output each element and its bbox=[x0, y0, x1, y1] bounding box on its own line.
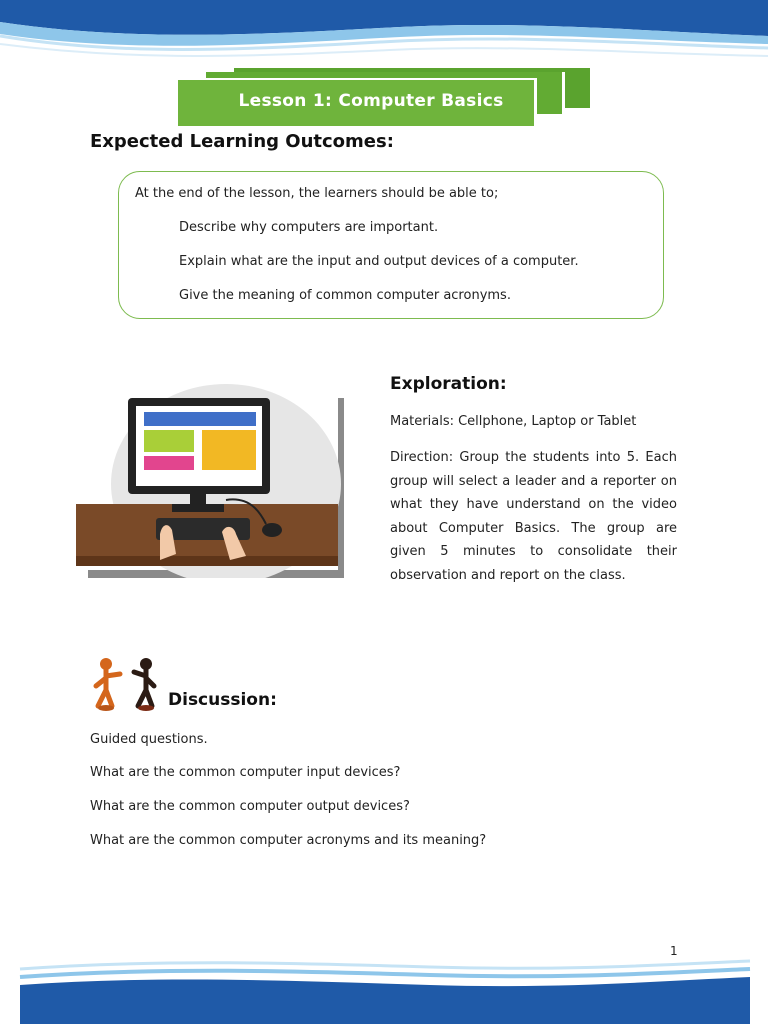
outcome-item: Describe why computers are important. bbox=[179, 220, 439, 235]
outcomes-heading: Expected Learning Outcomes: bbox=[90, 131, 394, 152]
outcome-item: Give the meaning of common computer acronyms. bbox=[179, 288, 511, 303]
outcome-item: Explain what are the input and output devices of a computer. bbox=[179, 254, 579, 269]
discussion-question: What are the common computer output devices? bbox=[90, 799, 410, 814]
bottom-wave-decoration bbox=[0, 955, 768, 1024]
outcomes-intro: At the end of the lesson, the learners should be able to; bbox=[135, 186, 499, 201]
discussion-question: What are the common computer acronyms and its meaning? bbox=[90, 833, 487, 848]
exploration-direction: Direction: Group the students into 5. Each group will select a leader and a reporter on what they have understand on the video about Computer Basics. The group are given 5 minutes to consolidate their observation and report on the class. bbox=[390, 450, 677, 583]
discussion-heading: Discussion: bbox=[168, 690, 277, 710]
lesson-banner bbox=[178, 66, 598, 130]
discussion-figures-icon bbox=[92, 656, 160, 712]
outcomes-box bbox=[118, 171, 664, 319]
exploration-heading: Exploration: bbox=[390, 374, 507, 394]
computer-illustration-icon bbox=[76, 384, 344, 578]
exploration-materials: Materials: Cellphone, Laptop or Tablet bbox=[390, 414, 637, 429]
top-wave-decoration bbox=[0, 0, 768, 70]
discussion-question: Guided questions. bbox=[90, 732, 208, 747]
discussion-question: What are the common computer input devices? bbox=[90, 765, 401, 780]
lesson-title: Lesson 1: Computer Basics bbox=[238, 91, 504, 111]
page-number: 1 bbox=[670, 944, 678, 958]
